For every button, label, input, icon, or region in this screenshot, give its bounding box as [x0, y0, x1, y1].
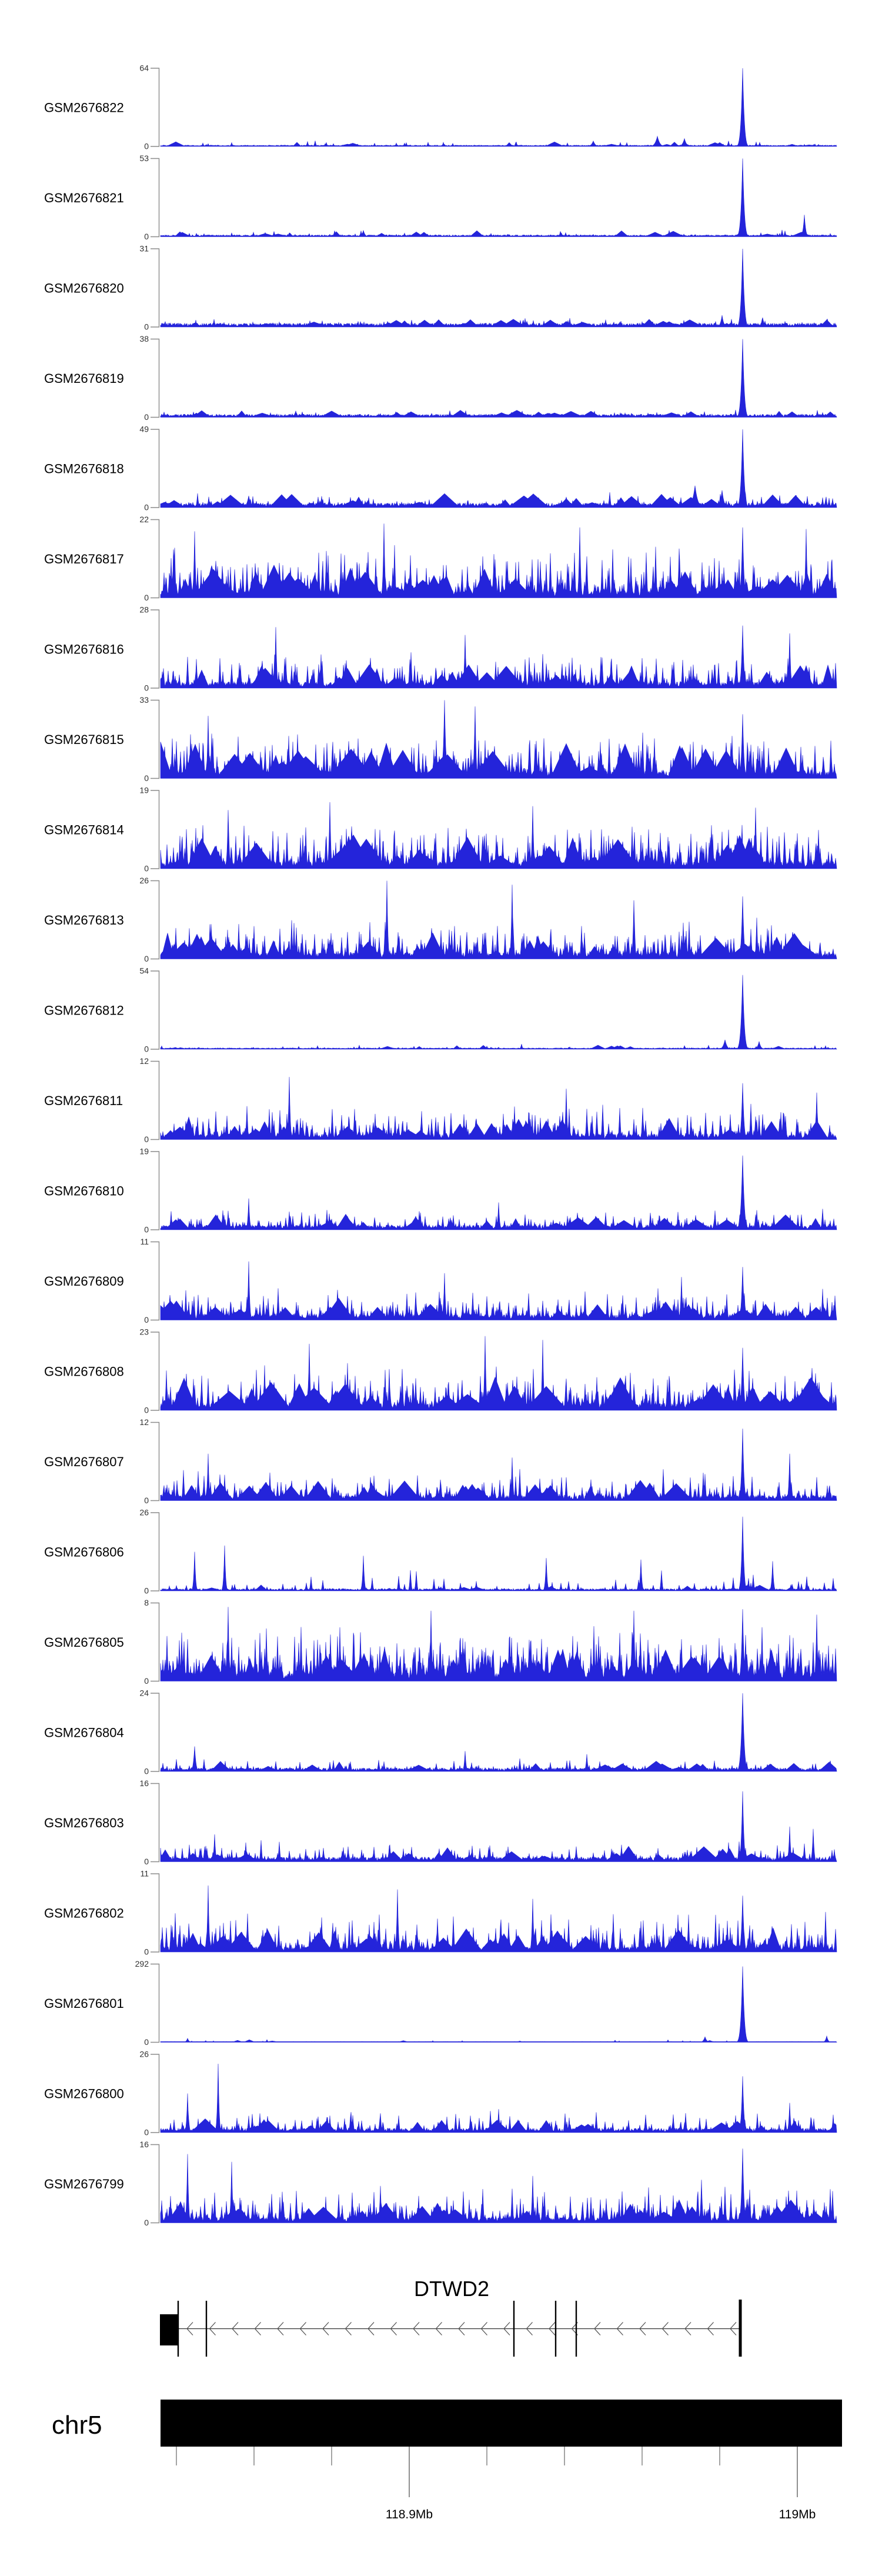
- track-label: GSM2676800: [44, 2086, 124, 2101]
- signal-area: [161, 2064, 837, 2133]
- track-label: GSM2676811: [44, 1093, 123, 1108]
- track-row: [44, 1417, 837, 1505]
- track-zero-value: 0: [144, 1947, 149, 1957]
- track-zero-value: 0: [144, 863, 149, 873]
- signal-area: [161, 626, 837, 688]
- y-axis: [151, 2145, 159, 2223]
- track-row: [44, 2140, 837, 2227]
- track-label: GSM2676821: [44, 191, 124, 205]
- track-ymax-value: 38: [139, 334, 149, 343]
- gene-exon-box: [160, 2314, 178, 2345]
- y-axis: [151, 429, 159, 508]
- signal-area: [161, 802, 837, 869]
- y-axis: [151, 1062, 159, 1140]
- track-label: GSM2676803: [44, 1816, 124, 1830]
- track-zero-value: 0: [144, 322, 149, 332]
- track-row: [44, 1689, 837, 1776]
- track-row: [44, 515, 837, 602]
- y-axis: [151, 1332, 159, 1410]
- y-axis: [151, 1152, 159, 1230]
- gene-exon-bar: [513, 2301, 514, 2357]
- track-ymax-value: 49: [139, 424, 149, 434]
- track-label: GSM2676806: [44, 1544, 124, 1560]
- signal-area: [161, 1429, 837, 1500]
- y-axis: [151, 339, 159, 418]
- track-label: GSM2676809: [44, 1274, 124, 1289]
- track-label: GSM2676804: [44, 1725, 124, 1740]
- track-label: GSM2676801: [44, 1996, 124, 2011]
- chromosome-axis: [52, 2400, 842, 2521]
- signal-area: [161, 1336, 837, 1410]
- y-axis: [151, 520, 159, 598]
- track-ymax-value: 8: [144, 1598, 149, 1607]
- y-axis: [151, 790, 159, 869]
- track-row: [44, 425, 837, 512]
- y-axis: [151, 159, 159, 237]
- gene-annotation: [160, 2277, 742, 2357]
- y-axis: [151, 971, 159, 1049]
- track-row: [44, 1147, 837, 1234]
- track-row: [44, 876, 837, 963]
- track-zero-value: 0: [144, 1224, 149, 1234]
- y-axis: [151, 610, 159, 688]
- track-row: [44, 1959, 837, 2047]
- track-label: GSM2676816: [44, 642, 124, 657]
- y-axis: [151, 881, 159, 959]
- track-zero-value: 0: [144, 683, 149, 693]
- signal-area: [161, 1077, 837, 1139]
- track-zero-value: 0: [144, 2037, 149, 2047]
- track-row: [44, 966, 837, 1054]
- track-label: GSM2676802: [44, 1906, 124, 1921]
- gene-model: [160, 2300, 742, 2357]
- gene-tss-bar: [739, 2300, 742, 2357]
- track-row: [44, 2050, 837, 2137]
- y-axis: [151, 68, 159, 146]
- track-zero-value: 0: [144, 412, 149, 422]
- track-ymax-value: 12: [139, 1056, 149, 1066]
- track-ymax-value: 12: [139, 1417, 149, 1427]
- y-axis: [151, 1964, 159, 2043]
- track-row: [44, 1327, 837, 1415]
- y-axis: [151, 1423, 159, 1501]
- track-ymax-value: 53: [139, 154, 149, 163]
- signal-area: [161, 1156, 837, 1230]
- y-axis: [151, 1513, 159, 1591]
- track-label: GSM2676817: [44, 552, 124, 566]
- track-label: GSM2676819: [44, 371, 124, 386]
- chromosome-bar: [161, 2400, 842, 2447]
- track-label: GSM2676813: [44, 913, 124, 927]
- track-ymax-value: 16: [139, 1778, 149, 1788]
- signal-area: [161, 339, 837, 418]
- track-ymax-value: 54: [139, 966, 149, 976]
- track-label: GSM2676822: [44, 100, 124, 115]
- track-zero-value: 0: [144, 773, 149, 783]
- coordinate-label: 118.9Mb: [385, 2508, 433, 2521]
- track-ymax-value: 19: [139, 1146, 149, 1156]
- track-row: [44, 1598, 837, 1686]
- track-row: [44, 786, 837, 873]
- signal-area: [161, 881, 837, 959]
- track-ymax-value: 33: [139, 695, 149, 705]
- track-ymax-value: 31: [139, 243, 149, 253]
- signal-area: [161, 1967, 837, 2043]
- y-axis: [151, 1693, 159, 1771]
- track-row: [44, 1508, 837, 1596]
- track-label: GSM2676808: [44, 1364, 124, 1379]
- track-ymax-value: 11: [140, 1868, 149, 1878]
- track-label: GSM2676799: [44, 2177, 124, 2191]
- track-zero-value: 0: [144, 1134, 149, 1144]
- track-row: [44, 244, 837, 332]
- signal-area: [161, 159, 837, 237]
- track-label: GSM2676810: [44, 1183, 124, 1199]
- signal-area: [161, 1791, 837, 1862]
- signal-area: [161, 523, 837, 598]
- track-zero-value: 0: [144, 593, 149, 602]
- track-ymax-value: 19: [139, 785, 149, 795]
- signal-area: [161, 429, 837, 508]
- signal-area: [161, 700, 837, 779]
- track-zero-value: 0: [144, 1496, 149, 1505]
- track-label: GSM2676814: [44, 822, 124, 837]
- track-zero-value: 0: [144, 232, 149, 241]
- track-zero-value: 0: [144, 2127, 149, 2137]
- track-ymax-value: 11: [140, 1237, 149, 1246]
- y-axis: [151, 1242, 159, 1320]
- track-ymax-value: 16: [139, 2140, 149, 2149]
- y-axis: [151, 2054, 159, 2133]
- track-zero-value: 0: [144, 2218, 149, 2227]
- track-label: GSM2676805: [44, 1635, 124, 1650]
- chromosome-ideogram: [161, 2400, 842, 2521]
- signal-area: [161, 1693, 837, 1771]
- track-ymax-value: 292: [135, 1959, 149, 1968]
- track-row: [44, 1778, 837, 1866]
- signal-area: [161, 1607, 837, 1681]
- gene-exon-bar: [206, 2301, 207, 2357]
- track-row: [44, 695, 837, 783]
- track-ymax-value: 26: [139, 1507, 149, 1517]
- track-row: [44, 334, 837, 422]
- signal-area: [161, 1262, 837, 1320]
- track-row: [44, 1237, 837, 1324]
- track-ymax-value: 26: [139, 2049, 149, 2059]
- gene-exon-bar: [555, 2301, 556, 2357]
- track-ymax-value: 28: [139, 605, 149, 615]
- track-ymax-value: 26: [139, 876, 149, 885]
- track-zero-value: 0: [144, 1315, 149, 1324]
- y-axis: [151, 700, 159, 779]
- track-zero-value: 0: [144, 1044, 149, 1054]
- signal-area: [161, 1886, 837, 1952]
- track-zero-value: 0: [144, 141, 149, 151]
- chromosome-label: chr5: [52, 2411, 102, 2440]
- track-ymax-value: 22: [139, 515, 149, 524]
- track-label: GSM2676812: [44, 1003, 124, 1018]
- track-row: [44, 1056, 837, 1144]
- signal-area: [161, 2148, 837, 2223]
- track-zero-value: 0: [144, 1405, 149, 1415]
- track-row: [44, 154, 837, 241]
- track-row: [44, 64, 837, 151]
- y-axis: [151, 1874, 159, 1952]
- track-label: GSM2676820: [44, 281, 124, 296]
- track-zero-value: 0: [144, 1766, 149, 1776]
- track-ymax-value: 23: [139, 1327, 149, 1337]
- track-zero-value: 0: [144, 502, 149, 512]
- track-label: GSM2676815: [44, 732, 124, 747]
- track-row: [44, 1869, 837, 1957]
- track-zero-value: 0: [144, 1676, 149, 1686]
- signal-area: [161, 68, 837, 146]
- track-row: [44, 605, 837, 693]
- track-zero-value: 0: [144, 1857, 149, 1866]
- signal-area: [161, 1517, 837, 1591]
- gene-exon-bar: [576, 2301, 577, 2357]
- track-ymax-value: 24: [139, 1688, 149, 1698]
- y-axis: [151, 1784, 159, 1862]
- y-axis: [151, 1603, 159, 1681]
- y-axis: [151, 249, 159, 327]
- track-ymax-value: 64: [139, 63, 149, 73]
- track-zero-value: 0: [144, 954, 149, 963]
- coordinate-label: 119Mb: [779, 2508, 816, 2521]
- signal-area: [161, 249, 837, 327]
- signal-area: [161, 975, 837, 1049]
- track-label: GSM2676818: [44, 461, 124, 476]
- gene-name-label: DTWD2: [414, 2277, 489, 2301]
- track-zero-value: 0: [144, 1586, 149, 1596]
- track-label: GSM2676807: [44, 1454, 124, 1469]
- signal-tracks: [44, 64, 837, 2228]
